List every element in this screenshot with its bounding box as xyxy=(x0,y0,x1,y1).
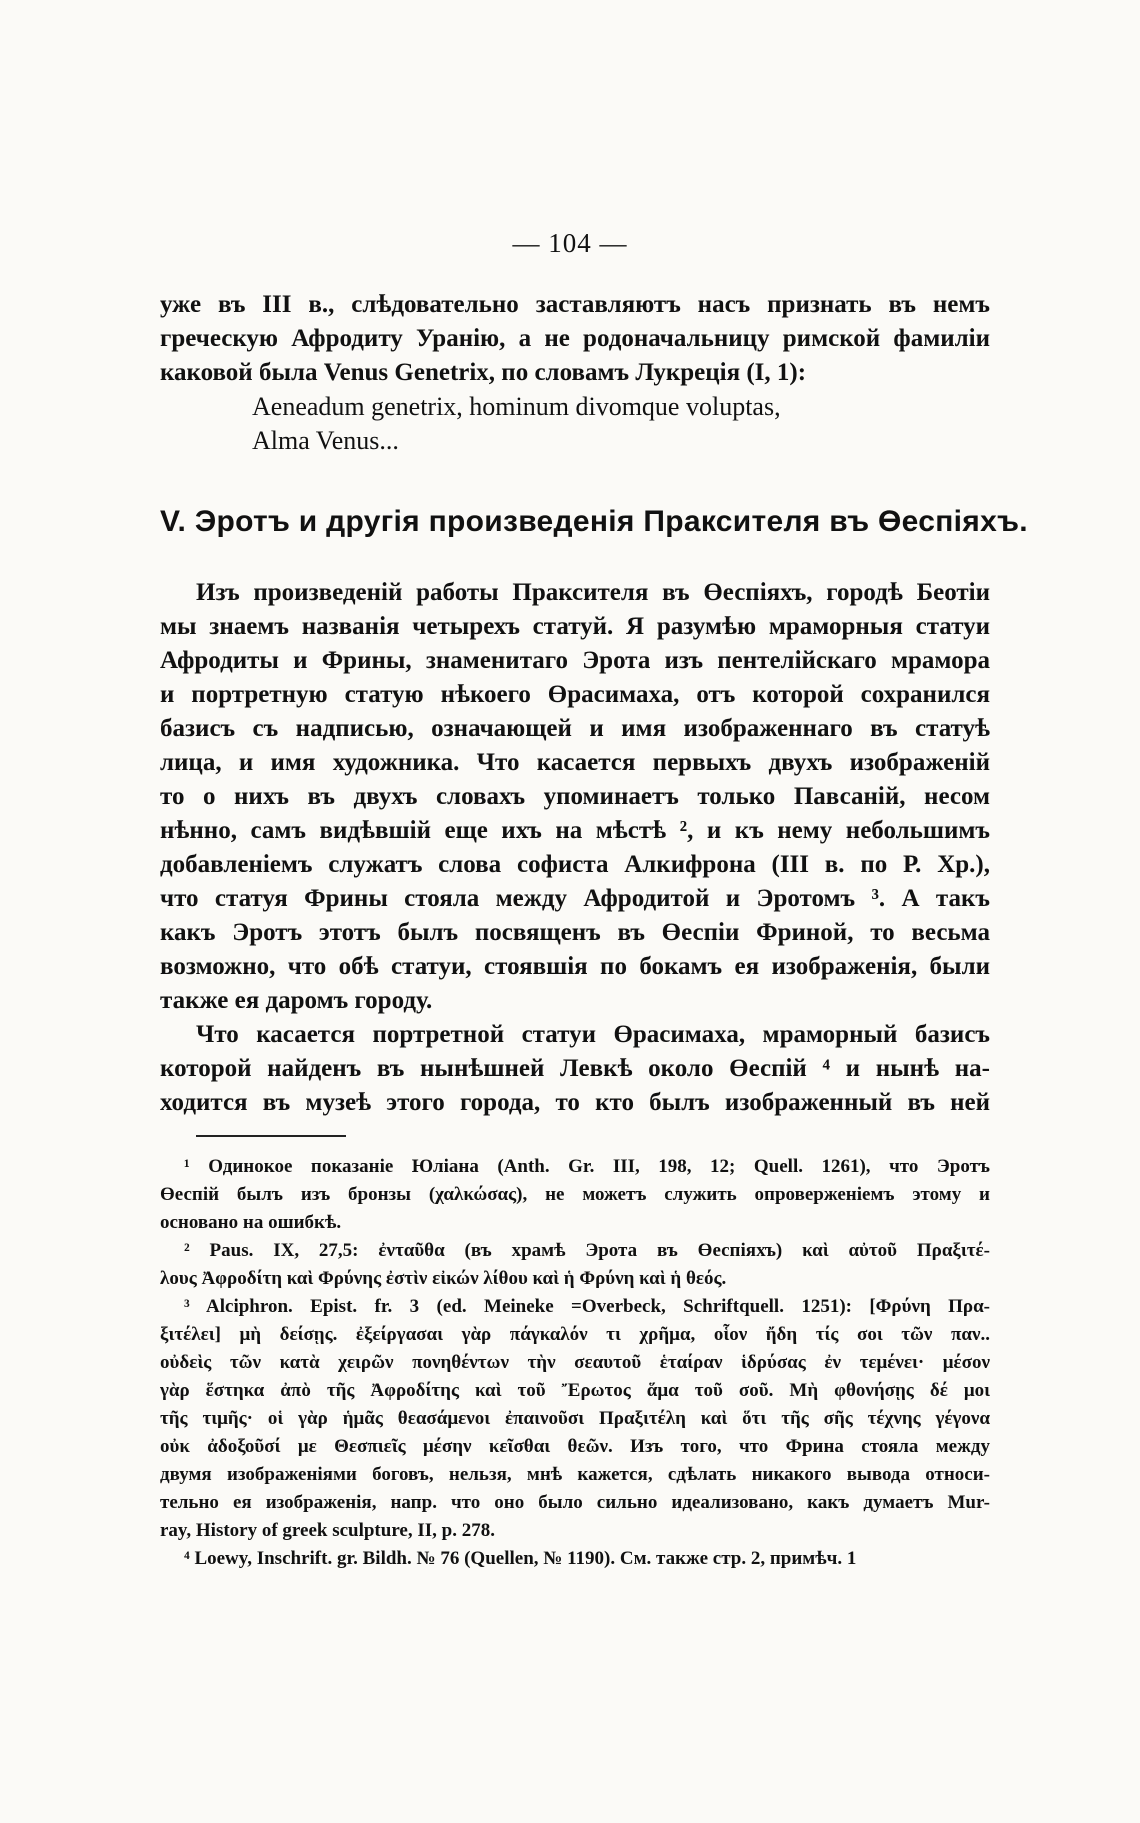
text-line: ходится въ музеѣ этого города, то кто былъ изображенный въ ней xyxy=(160,1089,990,1116)
text-line: также ея даромъ городу. xyxy=(160,987,433,1014)
text-line: добавленіемъ служатъ слова софиста Алкифрона (III в. по Р. Хр.), xyxy=(160,851,990,878)
text-line: лица, и имя художника. Что касается первыхъ двухъ изображеній xyxy=(160,749,990,776)
footnote-divider xyxy=(196,1135,346,1137)
text-line: и портретную статую нѣкоего Өрасимаха, отъ которой сохранился xyxy=(160,681,990,708)
footnote-line: ³ Alciphron. Epist. fr. 3 (ed. Meineke =Overbeck, Schriftquell. 1251): [Φρύνη Πρα- xyxy=(184,1296,990,1317)
text-line: какъ Эротъ этотъ былъ посвященъ въ Өеспіи Фриной, то весьма xyxy=(160,919,990,946)
text-line: которой найденъ въ нынѣшней Левкѣ около Өеспій ⁴ и нынѣ на- xyxy=(160,1055,990,1082)
text-line: то о нихъ въ двухъ словахъ упоминаетъ только Павсаній, несом xyxy=(160,783,990,810)
footnote-line: τῆς τιμῆς· οἱ γὰρ ἡμᾶς θεασάμενοι ἐπαινοῦσι Πραξιτέλη καὶ ὅτι τῆς σῆς τέχνης γέγονα xyxy=(160,1408,990,1429)
footnote-line: тельно ея изображенія, напр. что оно было сильно идеализовано, какъ думаетъ Mur- xyxy=(160,1492,990,1513)
footnote-line: двумя изображеніями боговъ, нельзя, мнѣ кажется, сдѣлать никакого вывода относи- xyxy=(160,1464,990,1485)
text-line: Изъ произведеній работы Праксителя въ Өеспіяхъ, городѣ Беотіи xyxy=(196,579,990,606)
section-heading: V. Эротъ и другія произведенія Праксителя въ Өеспіяхъ. xyxy=(160,505,1028,538)
footnote-line: ray, History of greek sculpture, II, p. 278. xyxy=(160,1520,495,1541)
footnote-4 xyxy=(160,1545,990,1573)
text-line: Что касается портретной статуи Өрасимаха, мраморный базисъ xyxy=(196,1021,990,1048)
text-line: каковой была Venus Genetrix, по словамъ Лукреція (I, 1): xyxy=(160,359,807,386)
paragraph-1 xyxy=(160,576,990,1018)
text-line: что статуя Фрины стояла между Афродитой и Эротомъ ³. А такъ xyxy=(160,885,990,912)
text-line: мы знаемъ названія четырехъ статуй. Я разумѣю мраморныя статуи xyxy=(160,613,990,640)
footnote-line: ξιτέλει] μὴ δείσῃς. ἐξείργασαι γὰρ πάγκαλόν τι χρῆμα, οἷον ἤδη τίς σοι τῶν παν.. xyxy=(160,1324,990,1345)
footnote-2 xyxy=(160,1237,990,1293)
opening-text xyxy=(160,288,990,458)
footnotes xyxy=(160,1153,990,1573)
footnote-line: ⁴ Loewy, Inschrift. gr. Bildh. № 76 (Quellen, № 1190). См. также стр. 2, примѣч. 1 xyxy=(184,1548,857,1569)
quote-line: Aeneadum genetrix, hominum divomque voluptas, xyxy=(252,392,781,421)
footnote-line: ¹ Одинокое показаніе Юліана (Anth. Gr. III, 198, 12; Quell. 1261), что Эротъ xyxy=(184,1156,990,1177)
footnote-line: γὰρ ἕστηκα ἀπὸ τῆς Ἀφροδίτης καὶ τοῦ Ἔρωτος ἅμα τοῦ σοῦ. Μὴ φθονήσῃς δέ μοι xyxy=(160,1380,990,1401)
footnote-line: Өеспій былъ изъ бронзы (χαλκώσας), не можетъ служить опроверженіемъ этому и xyxy=(160,1184,990,1205)
footnote-line: οὐκ ἀδοξοῦσί με Θεσπιεῖς μέσην κεῖσθαι θεῶν. Изъ того, что Фрина стояла между xyxy=(160,1436,990,1457)
quote-line: Alma Venus... xyxy=(252,426,399,455)
text-line: Афродиты и Фрины, знаменитаго Эрота изъ пентелійскаго мрамора xyxy=(160,647,990,674)
footnote-3 xyxy=(160,1293,990,1545)
text-line: нѣнно, самъ видѣвшій еще ихъ на мѣстѣ ², и къ нему небольшимъ xyxy=(160,817,990,844)
text-line: уже въ III в., слѣдовательно заставляютъ насъ признать въ немъ xyxy=(160,291,990,318)
footnote-1 xyxy=(160,1153,990,1237)
footnote-line: λους Ἀφροδίτη καὶ Φρύνης ἐστὶν εἰκών λίθου καὶ ἡ Φρύνη καὶ ἡ θεός. xyxy=(160,1268,727,1289)
paragraph-2 xyxy=(160,1018,990,1120)
text-line: греческую Афродиту Уранію, а не родоначальницу римской фамиліи xyxy=(160,325,990,352)
text-line: возможно, что обѣ статуи, стоявшія по бокамъ ея изображенія, были xyxy=(160,953,990,980)
footnote-line: ² Paus. IX, 27,5: ἐνταῦθα (въ храмѣ Эрота въ Өеспіяхъ) καὶ αὐτοῦ Πραξιτέ- xyxy=(184,1240,990,1261)
footnote-line: основано на ошибкѣ. xyxy=(160,1212,342,1233)
page-number: — 104 — xyxy=(512,228,628,258)
text-line: базисъ съ надписью, означающей и имя изображеннаго въ статуѣ xyxy=(160,715,990,742)
footnote-line: οὐδεὶς τῶν κατὰ χειρῶν πονηθέντων τὴν σεαυτοῦ ἑταίραν ἱδρύσας ἐν τεμένει· μέσον xyxy=(160,1352,990,1373)
